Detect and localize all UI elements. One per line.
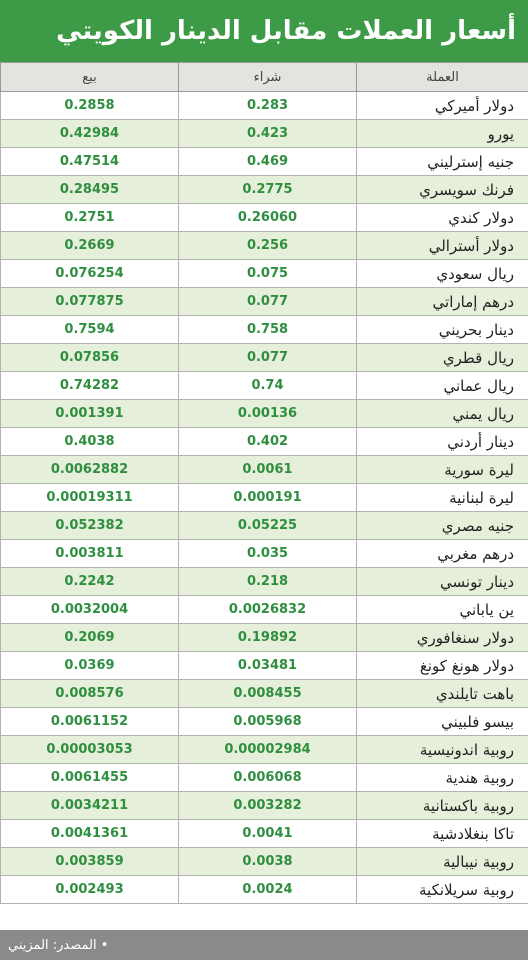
currency-name-cell: ريال سعودي [357,260,528,288]
table-row [1,456,528,484]
sell-rate-cell: 0.0061152 [1,708,179,736]
buy-rate-cell: 0.0038 [179,848,357,876]
source-footer [0,930,528,960]
buy-rate-cell: 0.19892 [179,624,357,652]
table-row [1,764,528,792]
table-row [1,736,528,764]
currency-name-cell: ليرة لبنانية [357,484,528,512]
column-header-sell: بيع [1,63,179,92]
currency-name-cell: دولار هونغ كونغ [357,652,528,680]
sell-rate-cell: 0.052382 [1,512,179,540]
buy-rate-cell: 0.283 [179,92,357,120]
buy-rate-cell: 0.0061 [179,456,357,484]
sell-rate-cell: 0.7594 [1,316,179,344]
sell-rate-cell: 0.2069 [1,624,179,652]
currency-name-cell: تاكا بنغلادشية [357,820,528,848]
sell-rate-cell: 0.002493 [1,876,179,904]
sell-rate-cell: 0.42984 [1,120,179,148]
sell-rate-cell: 0.28495 [1,176,179,204]
sell-rate-cell: 0.2751 [1,204,179,232]
buy-rate-cell: 0.26060 [179,204,357,232]
column-header-buy: شراء [179,63,357,92]
sell-rate-cell: 0.4038 [1,428,179,456]
sell-rate-cell: 0.076254 [1,260,179,288]
table-row [1,652,528,680]
rates-table [0,62,528,904]
sell-rate-cell: 0.00003053 [1,736,179,764]
column-header-currency: العملة [357,63,528,92]
table-row [1,372,528,400]
table-row [1,232,528,260]
table-row [1,92,528,120]
buy-rate-cell: 0.423 [179,120,357,148]
table-row [1,596,528,624]
source-text: • المصدر: المزيني [8,937,109,953]
page-title: أسعار العملات مقابل الدينار الكويتي [56,16,516,46]
table-row [1,344,528,372]
rates-table-body [1,92,528,904]
sell-rate-cell: 0.077875 [1,288,179,316]
sell-rate-cell: 0.003811 [1,540,179,568]
currency-name-cell: روبية اندونيسية [357,736,528,764]
table-row [1,204,528,232]
table-row [1,484,528,512]
buy-rate-cell: 0.000191 [179,484,357,512]
table-row [1,708,528,736]
buy-rate-cell: 0.469 [179,148,357,176]
currency-name-cell: ريال يمني [357,400,528,428]
buy-rate-cell: 0.00002984 [179,736,357,764]
buy-rate-cell: 0.077 [179,288,357,316]
currency-name-cell: بيسو فلبيني [357,708,528,736]
sell-rate-cell: 0.0041361 [1,820,179,848]
buy-rate-cell: 0.0041 [179,820,357,848]
currency-name-cell: روبية هندية [357,764,528,792]
buy-rate-cell: 0.077 [179,344,357,372]
table-row [1,680,528,708]
buy-rate-cell: 0.008455 [179,680,357,708]
buy-rate-cell: 0.05225 [179,512,357,540]
currency-name-cell: ليرة سورية [357,456,528,484]
sell-rate-cell: 0.47514 [1,148,179,176]
buy-rate-cell: 0.218 [179,568,357,596]
currency-name-cell: ين ياباني [357,596,528,624]
currency-name-cell: روبية نيبالية [357,848,528,876]
buy-rate-cell: 0.03481 [179,652,357,680]
sell-rate-cell: 0.0032004 [1,596,179,624]
table-row [1,540,528,568]
currency-name-cell: دينار بحريني [357,316,528,344]
currency-name-cell: درهم مغربي [357,540,528,568]
buy-rate-cell: 0.075 [179,260,357,288]
table-row [1,792,528,820]
currency-name-cell: دولار سنغافوري [357,624,528,652]
buy-rate-cell: 0.0024 [179,876,357,904]
table-row [1,428,528,456]
currency-name-cell: دولار كندي [357,204,528,232]
buy-rate-cell: 0.0026832 [179,596,357,624]
buy-rate-cell: 0.758 [179,316,357,344]
table-row [1,148,528,176]
table-row [1,876,528,904]
currency-name-cell: درهم إماراتي [357,288,528,316]
table-header-row [1,63,528,92]
currency-name-cell: روبية سريلانكية [357,876,528,904]
table-row [1,288,528,316]
buy-rate-cell: 0.256 [179,232,357,260]
sell-rate-cell: 0.001391 [1,400,179,428]
sell-rate-cell: 0.2242 [1,568,179,596]
buy-rate-cell: 0.74 [179,372,357,400]
table-row [1,120,528,148]
sell-rate-cell: 0.008576 [1,680,179,708]
buy-rate-cell: 0.402 [179,428,357,456]
sell-rate-cell: 0.07856 [1,344,179,372]
sell-rate-cell: 0.003859 [1,848,179,876]
sell-rate-cell: 0.2669 [1,232,179,260]
buy-rate-cell: 0.00136 [179,400,357,428]
buy-rate-cell: 0.003282 [179,792,357,820]
currency-name-cell: روبية باكستانية [357,792,528,820]
buy-rate-cell: 0.006068 [179,764,357,792]
currency-name-cell: دينار تونسي [357,568,528,596]
table-row [1,820,528,848]
table-row [1,260,528,288]
sell-rate-cell: 0.74282 [1,372,179,400]
sell-rate-cell: 0.0062882 [1,456,179,484]
table-row [1,624,528,652]
currency-name-cell: دولار أسترالي [357,232,528,260]
sell-rate-cell: 0.0034211 [1,792,179,820]
table-row [1,848,528,876]
sell-rate-cell: 0.0369 [1,652,179,680]
sell-rate-cell: 0.0061455 [1,764,179,792]
currency-name-cell: دولار أميركي [357,92,528,120]
currency-name-cell: ريال عماني [357,372,528,400]
buy-rate-cell: 0.2775 [179,176,357,204]
currency-name-cell: باهت تايلندي [357,680,528,708]
currency-name-cell: جنيه إسترليني [357,148,528,176]
table-row [1,176,528,204]
title-bar [0,0,528,62]
buy-rate-cell: 0.035 [179,540,357,568]
table-row [1,400,528,428]
sell-rate-cell: 0.2858 [1,92,179,120]
buy-rate-cell: 0.005968 [179,708,357,736]
currency-name-cell: دينار أردني [357,428,528,456]
sell-rate-cell: 0.00019311 [1,484,179,512]
currency-name-cell: فرنك سويسري [357,176,528,204]
table-row [1,316,528,344]
currency-name-cell: يورو [357,120,528,148]
currency-name-cell: ريال قطري [357,344,528,372]
currency-name-cell: جنيه مصري [357,512,528,540]
table-row [1,512,528,540]
table-row [1,568,528,596]
